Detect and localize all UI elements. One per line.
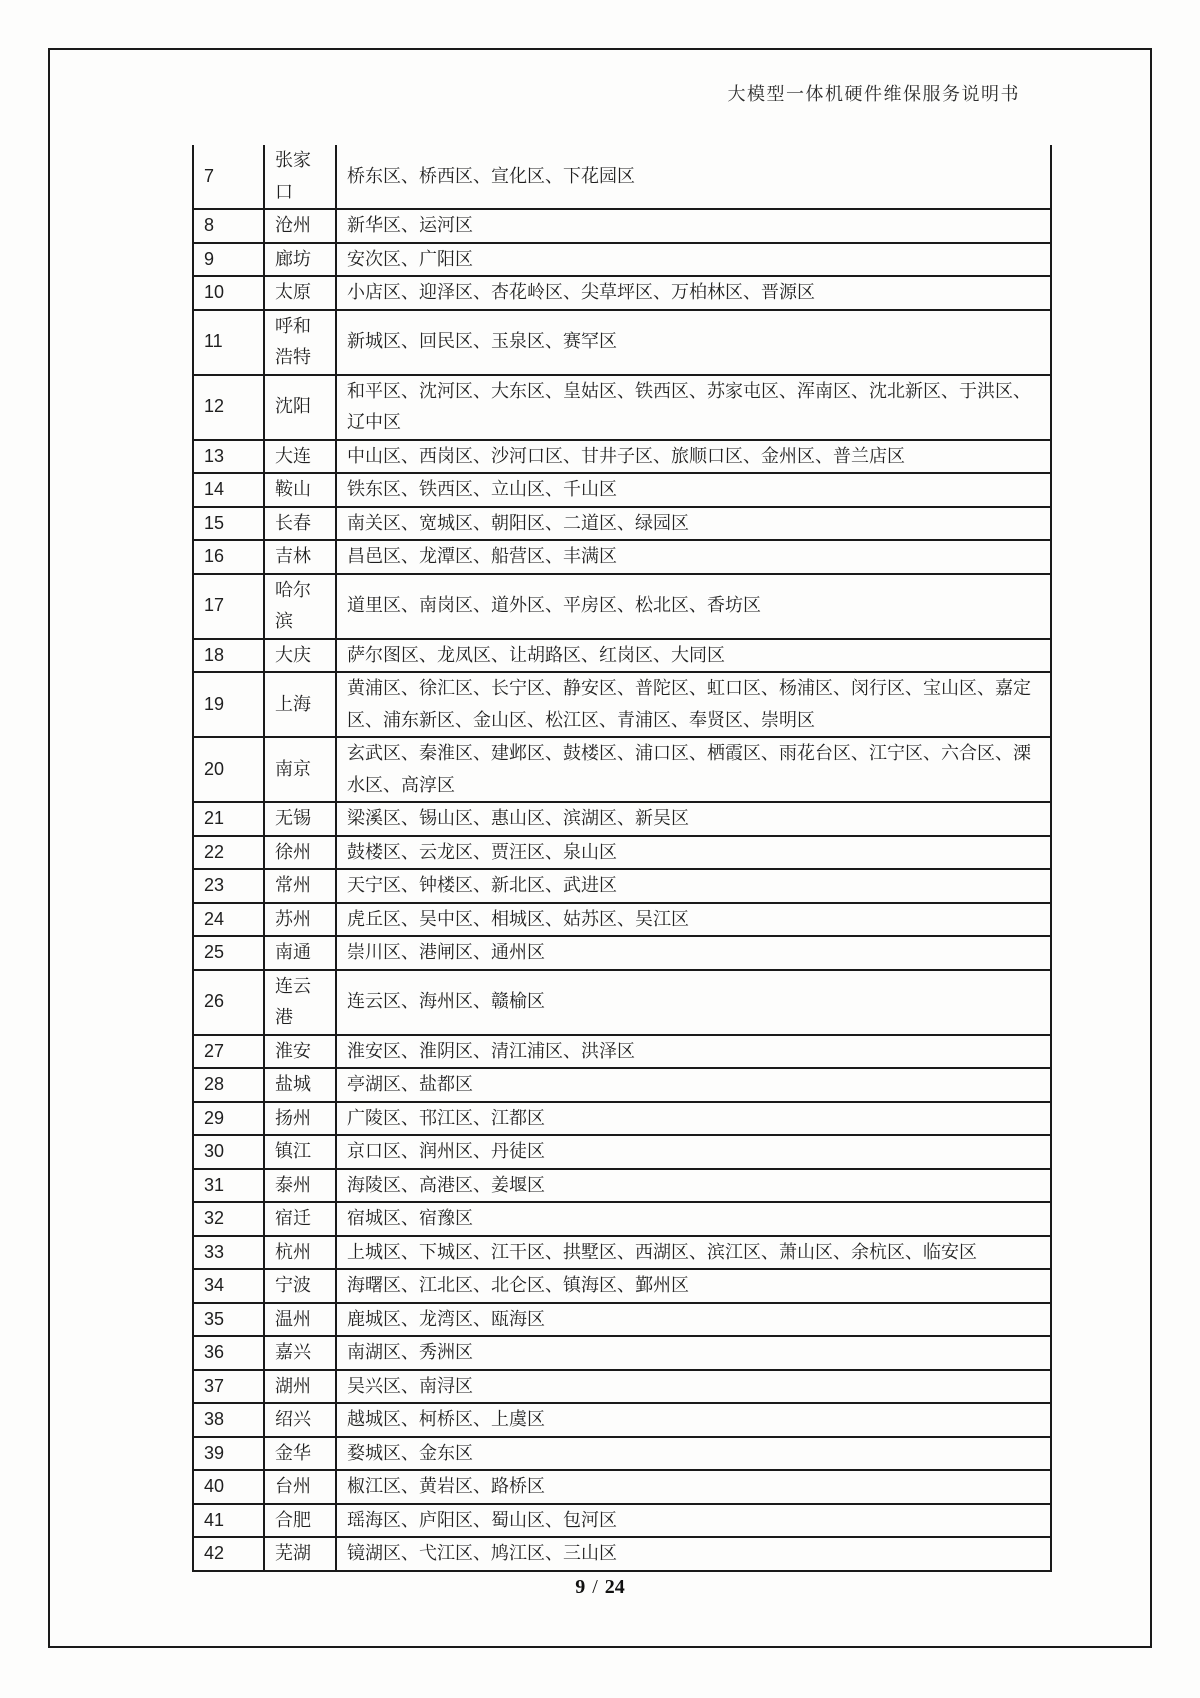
city-cell: 大连	[264, 440, 336, 474]
districts-cell: 宿城区、宿豫区	[336, 1202, 1051, 1236]
row-number-cell: 41	[193, 1504, 264, 1538]
page-number-total: 24	[604, 1576, 625, 1598]
table-row	[193, 1068, 1051, 1102]
city-cell: 吉林	[264, 540, 336, 574]
city-cell: 宁波	[264, 1269, 336, 1303]
table-row	[193, 802, 1051, 836]
row-number-cell: 7	[193, 145, 264, 209]
city-cell: 金华	[264, 1437, 336, 1471]
districts-cell: 鹿城区、龙湾区、瓯海区	[336, 1303, 1051, 1337]
page-title: 大模型一体机硬件维保服务说明书	[727, 84, 1020, 104]
city-cell: 苏州	[264, 903, 336, 937]
table-row	[193, 936, 1051, 970]
districts-cell: 京口区、润州区、丹徒区	[336, 1135, 1051, 1169]
row-number-cell: 36	[193, 1336, 264, 1370]
city-cell: 呼和浩特	[264, 310, 336, 375]
table-row	[193, 440, 1051, 474]
districts-cell: 上城区、下城区、江干区、拱墅区、西湖区、滨江区、萧山区、余杭区、临安区	[336, 1236, 1051, 1270]
districts-cell: 虎丘区、吴中区、相城区、姑苏区、吴江区	[336, 903, 1051, 937]
districts-cell: 婺城区、金东区	[336, 1437, 1051, 1471]
districts-cell: 铁东区、铁西区、立山区、千山区	[336, 473, 1051, 507]
table-row	[193, 1102, 1051, 1136]
row-number-cell: 32	[193, 1202, 264, 1236]
districts-cell: 椒江区、黄岩区、路桥区	[336, 1470, 1051, 1504]
row-number-cell: 38	[193, 1403, 264, 1437]
city-cell: 南通	[264, 936, 336, 970]
districts-cell: 小店区、迎泽区、杏花岭区、尖草坪区、万柏林区、晋源区	[336, 276, 1051, 310]
districts-cell: 桥东区、桥西区、宣化区、下花园区	[336, 145, 1051, 209]
city-cell: 合肥	[264, 1504, 336, 1538]
districts-cell: 连云区、海州区、赣榆区	[336, 970, 1051, 1035]
districts-cell: 崇川区、港闸区、通州区	[336, 936, 1051, 970]
city-cell: 连云港	[264, 970, 336, 1035]
districts-cell: 昌邑区、龙潭区、船营区、丰满区	[336, 540, 1051, 574]
row-number-cell: 15	[193, 507, 264, 541]
districts-cell: 越城区、柯桥区、上虞区	[336, 1403, 1051, 1437]
table-row	[193, 310, 1051, 375]
row-number-cell: 8	[193, 209, 264, 243]
city-cell: 湖州	[264, 1370, 336, 1404]
row-number-cell: 37	[193, 1370, 264, 1404]
districts-cell: 安次区、广阳区	[336, 243, 1051, 277]
table-row	[193, 540, 1051, 574]
city-cell: 太原	[264, 276, 336, 310]
table-row	[193, 574, 1051, 639]
city-cell: 杭州	[264, 1236, 336, 1270]
city-cell: 鞍山	[264, 473, 336, 507]
row-number-cell: 30	[193, 1135, 264, 1169]
row-number-cell: 31	[193, 1169, 264, 1203]
districts-cell: 海陵区、高港区、姜堰区	[336, 1169, 1051, 1203]
city-cell: 台州	[264, 1470, 336, 1504]
row-number-cell: 34	[193, 1269, 264, 1303]
districts-cell: 黄浦区、徐汇区、长宁区、静安区、普陀区、虹口区、杨浦区、闵行区、宝山区、嘉定区、浦东新区、金山区、松江区、青浦区、奉贤区、崇明区	[336, 672, 1051, 737]
table-row	[193, 1403, 1051, 1437]
row-number-cell: 20	[193, 737, 264, 802]
city-cell: 沧州	[264, 209, 336, 243]
city-cell: 泰州	[264, 1169, 336, 1203]
city-cell: 张家口	[264, 145, 336, 209]
city-cell: 扬州	[264, 1102, 336, 1136]
row-number-cell: 18	[193, 639, 264, 673]
table-row	[193, 1336, 1051, 1370]
city-cell: 镇江	[264, 1135, 336, 1169]
table-row	[193, 1035, 1051, 1069]
row-number-cell: 22	[193, 836, 264, 870]
table-row	[193, 1169, 1051, 1203]
row-number-cell: 40	[193, 1470, 264, 1504]
table-row	[193, 1269, 1051, 1303]
districts-cell: 瑶海区、庐阳区、蜀山区、包河区	[336, 1504, 1051, 1538]
table-row	[193, 1537, 1051, 1571]
row-number-cell: 11	[193, 310, 264, 375]
city-cell: 南京	[264, 737, 336, 802]
table-row	[193, 1470, 1051, 1504]
city-cell: 嘉兴	[264, 1336, 336, 1370]
table-row	[193, 276, 1051, 310]
districts-cell: 天宁区、钟楼区、新北区、武进区	[336, 869, 1051, 903]
table-row	[193, 639, 1051, 673]
table-row	[193, 1303, 1051, 1337]
city-cell: 徐州	[264, 836, 336, 870]
districts-cell: 吴兴区、南浔区	[336, 1370, 1051, 1404]
districts-cell: 新华区、运河区	[336, 209, 1051, 243]
row-number-cell: 17	[193, 574, 264, 639]
districts-cell: 淮安区、淮阴区、清江浦区、洪泽区	[336, 1035, 1051, 1069]
table-row	[193, 869, 1051, 903]
row-number-cell: 16	[193, 540, 264, 574]
table-row	[193, 1135, 1051, 1169]
districts-cell: 南关区、宽城区、朝阳区、二道区、绿园区	[336, 507, 1051, 541]
table-row	[193, 672, 1051, 737]
row-number-cell: 10	[193, 276, 264, 310]
districts-cell: 鼓楼区、云龙区、贾汪区、泉山区	[336, 836, 1051, 870]
city-cell: 常州	[264, 869, 336, 903]
table-row	[193, 145, 1051, 209]
row-number-cell: 19	[193, 672, 264, 737]
districts-cell: 新城区、回民区、玉泉区、赛罕区	[336, 310, 1051, 375]
districts-cell: 梁溪区、锡山区、惠山区、滨湖区、新吴区	[336, 802, 1051, 836]
row-number-cell: 39	[193, 1437, 264, 1471]
row-number-cell: 21	[193, 802, 264, 836]
row-number-cell: 12	[193, 375, 264, 440]
document-header	[48, 80, 1020, 106]
city-cell: 哈尔滨	[264, 574, 336, 639]
districts-cell: 和平区、沈河区、大东区、皇姑区、铁西区、苏家屯区、浑南区、沈北新区、于洪区、辽中区	[336, 375, 1051, 440]
city-cell: 盐城	[264, 1068, 336, 1102]
table-row	[193, 375, 1051, 440]
row-number-cell: 29	[193, 1102, 264, 1136]
districts-cell: 亭湖区、盐都区	[336, 1068, 1051, 1102]
row-number-cell: 9	[193, 243, 264, 277]
districts-cell: 萨尔图区、龙凤区、让胡路区、红岗区、大同区	[336, 639, 1051, 673]
city-cell: 长春	[264, 507, 336, 541]
row-number-cell: 33	[193, 1236, 264, 1270]
row-number-cell: 25	[193, 936, 264, 970]
table-row	[193, 243, 1051, 277]
districts-cell: 海曙区、江北区、北仑区、镇海区、鄞州区	[336, 1269, 1051, 1303]
city-cell: 芜湖	[264, 1537, 336, 1571]
districts-cell: 广陵区、邗江区、江都区	[336, 1102, 1051, 1136]
city-cell: 上海	[264, 672, 336, 737]
row-number-cell: 28	[193, 1068, 264, 1102]
districts-cell: 玄武区、秦淮区、建邺区、鼓楼区、浦口区、栖霞区、雨花台区、江宁区、六合区、溧水区、高淳区	[336, 737, 1051, 802]
city-cell: 沈阳	[264, 375, 336, 440]
city-districts-table	[192, 145, 1052, 1572]
page-number-current: 9	[575, 1576, 586, 1598]
table-row	[193, 903, 1051, 937]
row-number-cell: 24	[193, 903, 264, 937]
city-cell: 淮安	[264, 1035, 336, 1069]
row-number-cell: 13	[193, 440, 264, 474]
row-number-cell: 14	[193, 473, 264, 507]
row-number-cell: 27	[193, 1035, 264, 1069]
districts-cell: 南湖区、秀洲区	[336, 1336, 1051, 1370]
row-number-cell: 35	[193, 1303, 264, 1337]
table-row	[193, 473, 1051, 507]
districts-cell: 镜湖区、弋江区、鸠江区、三山区	[336, 1537, 1051, 1571]
city-cell: 绍兴	[264, 1403, 336, 1437]
page-footer	[48, 1576, 1152, 1599]
page-number-separator: /	[592, 1576, 598, 1598]
table-row	[193, 836, 1051, 870]
table-row	[193, 1236, 1051, 1270]
table-row	[193, 1504, 1051, 1538]
row-number-cell: 26	[193, 970, 264, 1035]
city-cell: 廊坊	[264, 243, 336, 277]
districts-cell: 中山区、西岗区、沙河口区、甘井子区、旅顺口区、金州区、普兰店区	[336, 440, 1051, 474]
table-row	[193, 737, 1051, 802]
city-cell: 无锡	[264, 802, 336, 836]
table-row	[193, 507, 1051, 541]
row-number-cell: 42	[193, 1537, 264, 1571]
city-cell: 宿迁	[264, 1202, 336, 1236]
city-table-body	[193, 145, 1051, 1571]
table-row	[193, 1202, 1051, 1236]
table-row	[193, 970, 1051, 1035]
row-number-cell: 23	[193, 869, 264, 903]
table-row	[193, 1370, 1051, 1404]
city-cell: 大庆	[264, 639, 336, 673]
table-row	[193, 209, 1051, 243]
city-cell: 温州	[264, 1303, 336, 1337]
table-row	[193, 1437, 1051, 1471]
districts-cell: 道里区、南岗区、道外区、平房区、松北区、香坊区	[336, 574, 1051, 639]
